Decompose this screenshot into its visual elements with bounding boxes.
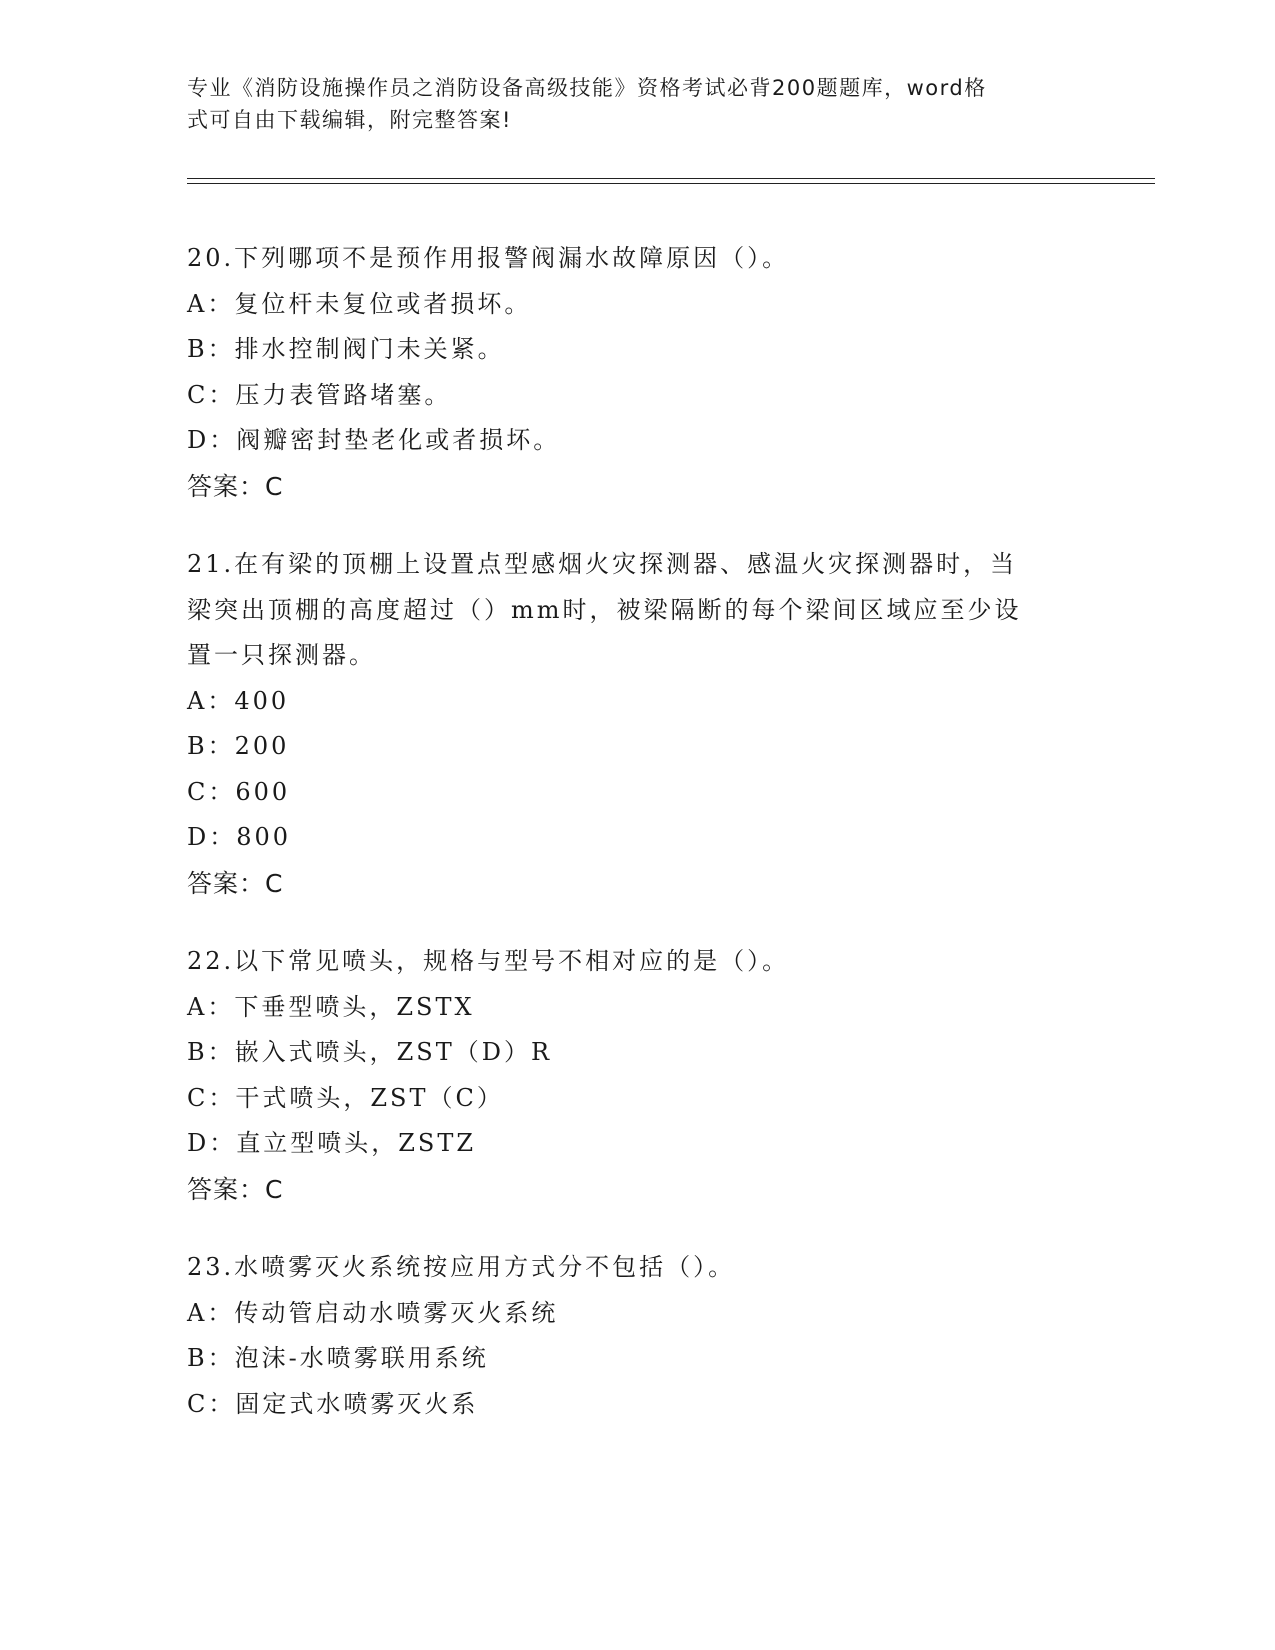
- option-b: B：排水控制阀门未关紧。: [187, 335, 505, 363]
- question-22: [187, 939, 1087, 1212]
- option-b: B：泡沫-水喷雾联用系统: [187, 1344, 489, 1372]
- document-header: [187, 72, 1067, 136]
- option-a: A：下垂型喷头，ZSTX: [187, 992, 475, 1021]
- question-stem-line-3: 置一只探测器。: [187, 641, 376, 669]
- question-23: [187, 1245, 1087, 1427]
- option-d: D：800: [187, 823, 292, 851]
- option-b: B：200: [187, 732, 290, 760]
- question-stem: 20.下列哪项不是预作用报警阀漏水故障原因（）。: [187, 244, 790, 272]
- option-a: A：400: [187, 686, 290, 715]
- answer-line: 答案：C: [187, 868, 284, 898]
- option-c: C：600: [187, 777, 291, 806]
- question-list: [187, 236, 1087, 1460]
- question-stem-line-2: 梁突出顶棚的高度超过（）mm时，被梁隔断的每个梁间区域应至少设: [187, 595, 1022, 624]
- option-c: C：固定式水喷雾灭火系: [187, 1389, 479, 1418]
- option-c: C：干式喷头，ZST（C）: [187, 1083, 504, 1112]
- header-line-1: 专业《消防设施操作员之消防设备高级技能》资格考试必背200题题库，word格: [187, 76, 987, 100]
- answer-line: 答案：C: [187, 471, 284, 501]
- header-line-2: 式可自由下载编辑，附完整答案!: [187, 108, 512, 132]
- question-stem: 22.以下常见喷头，规格与型号不相对应的是（）。: [187, 947, 790, 975]
- option-a: A：复位杆未复位或者损坏。: [187, 289, 532, 318]
- question-20: [187, 236, 1087, 509]
- option-a: A：传动管启动水喷雾灭火系统: [187, 1298, 559, 1327]
- header-divider-top: [187, 178, 1155, 179]
- header-divider-bottom: [187, 183, 1155, 184]
- option-d: D：阀瓣密封垫老化或者损坏。: [187, 426, 561, 454]
- option-b: B：嵌入式喷头，ZST（D）R: [187, 1038, 553, 1066]
- option-d: D：直立型喷头，ZSTZ: [187, 1129, 477, 1157]
- question-stem: 23.水喷雾灭火系统按应用方式分不包括（）。: [187, 1253, 736, 1281]
- answer-line: 答案：C: [187, 1174, 284, 1204]
- question-21: [187, 542, 1087, 906]
- option-c: C：压力表管路堵塞。: [187, 380, 452, 409]
- question-stem-line-1: 21.在有梁的顶棚上设置点型感烟火灾探测器、感温火灾探测器时，当: [187, 550, 1018, 578]
